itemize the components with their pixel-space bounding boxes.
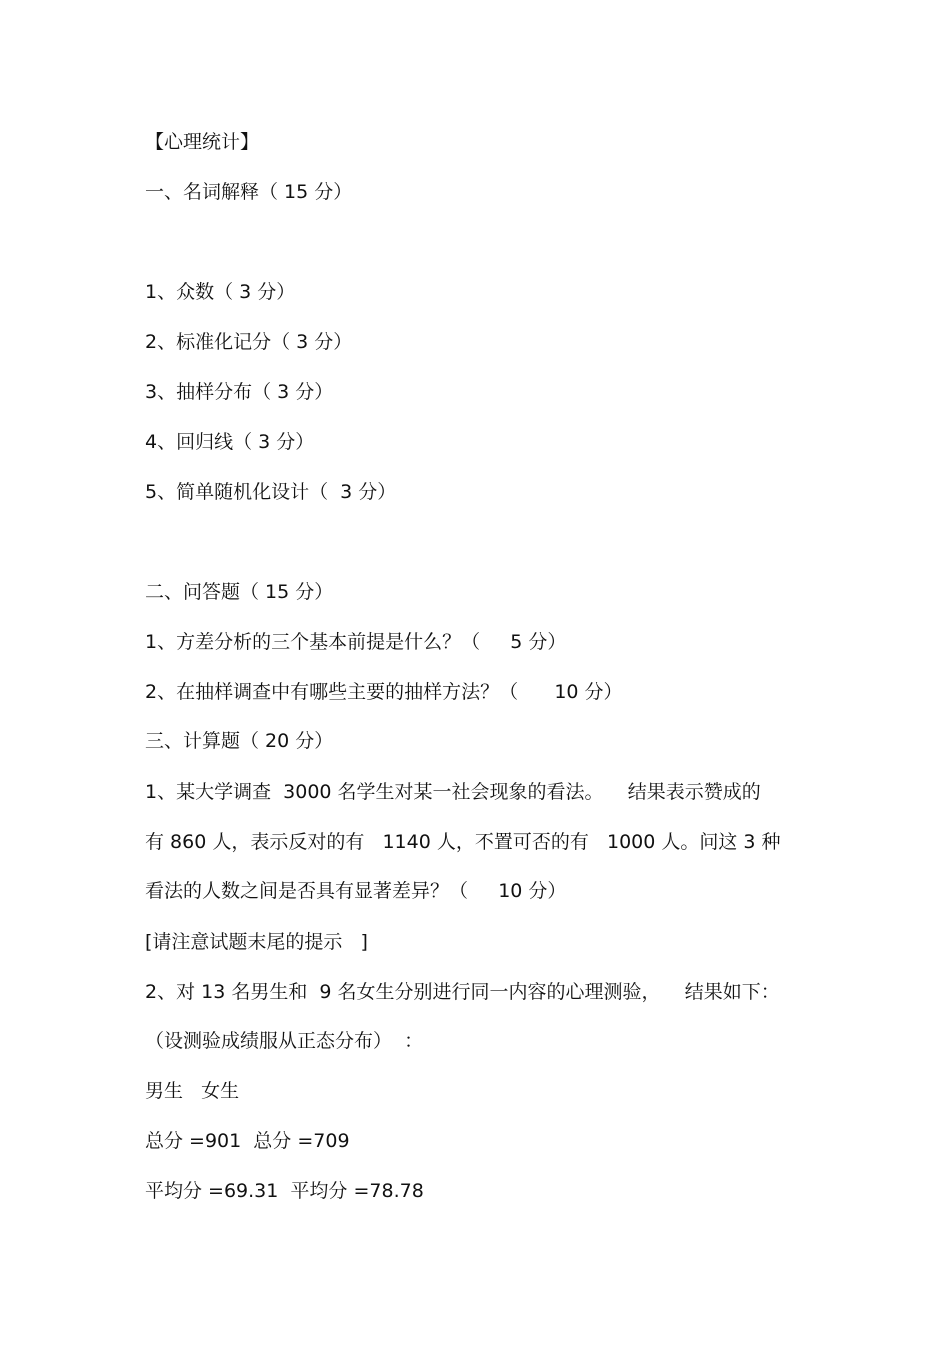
data-row-average: 平均分 =69.31 平均分 =78.78 <box>145 1180 424 1202</box>
section2-heading: 二、问答题（ 15 分） <box>145 581 334 603</box>
section3-note: [请注意试题末尾的提示 ] <box>145 931 368 953</box>
section3-q1-line-2: 有 860 人，表示反对的有 1140 人，不置可否的有 1000 人。问这 3 种 <box>145 831 781 853</box>
section3-q1-line-3: 看法的人数之间是否具有显著差异？（ 10 分） <box>145 880 567 902</box>
data-row-headers: 男生 女生 <box>145 1080 240 1102</box>
section3-heading: 三、计算题（ 20 分） <box>145 730 334 752</box>
section1-item-2: 2、标准化记分（ 3 分） <box>145 331 353 353</box>
data-row-total: 总分 =901 总分 =709 <box>145 1130 350 1152</box>
section3-q1-line-1: 1、某大学调查 3000 名学生对某一社会现象的看法。 结果表示赞成的 <box>145 781 761 803</box>
section1-item-4: 4、回归线（ 3 分） <box>145 431 315 453</box>
section1-item-1: 1、众数（ 3 分） <box>145 281 296 303</box>
section3-q2-line-2: （设测验成绩服从正态分布） ： <box>145 1030 424 1052</box>
section1-item-5: 5、简单随机化设计（ 3 分） <box>145 481 397 503</box>
section3-q2-line-1: 2、对 13 名男生和 9 名女生分别进行同一内容的心理测验， 结果如下： <box>145 981 780 1003</box>
section1-heading: 一、名词解释（ 15 分） <box>145 181 353 203</box>
section2-item-2: 2、在抽样调查中有哪些主要的抽样方法？（ 10 分） <box>145 681 623 703</box>
section1-item-3: 3、抽样分布（ 3 分） <box>145 381 334 403</box>
document-title: 【心理统计】 <box>145 131 260 153</box>
section2-item-1: 1、方差分析的三个基本前提是什么？（ 5 分） <box>145 631 567 653</box>
